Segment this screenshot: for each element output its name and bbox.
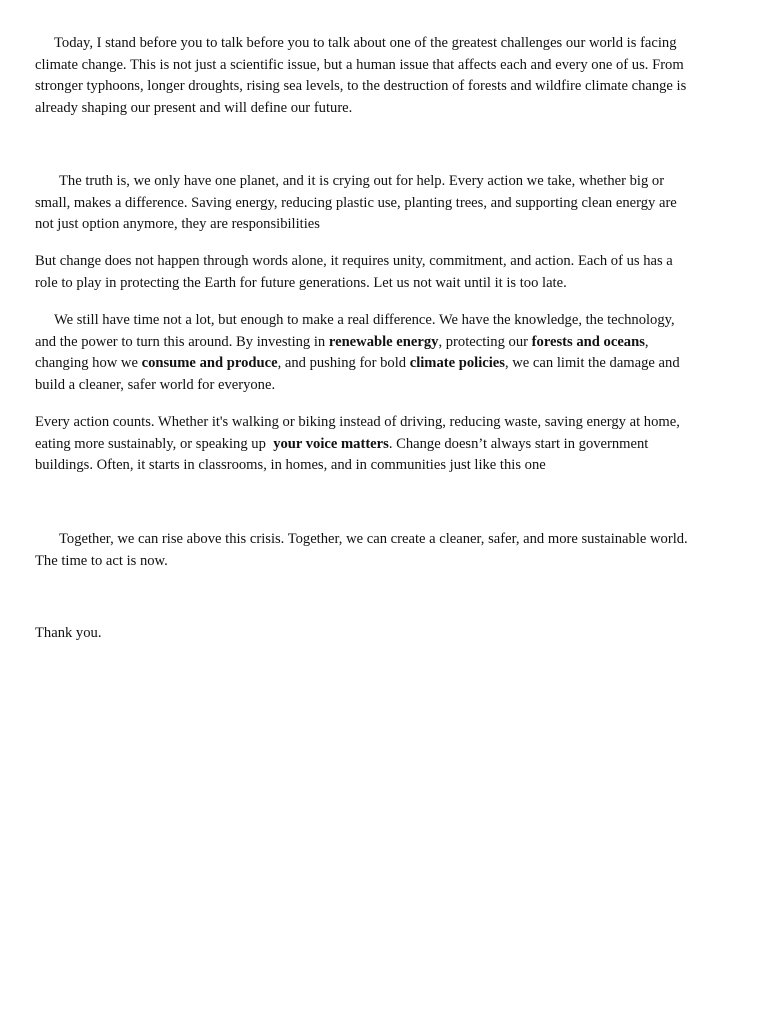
text-run: eating more sustainably, or speaking up <box>35 435 274 452</box>
text-line: Every action counts. Whether it's walking or biking instead of driving, reducing waste, saving energy at home, <box>35 414 680 430</box>
text-line: buildings. Often, it starts in classrooms, in homes, and in communities just like this one <box>35 457 546 474</box>
text-line: But change does not happen through words alone, it requires unity, commitment, and action. Each of us has a <box>35 253 673 269</box>
text-line <box>35 434 735 456</box>
text-line <box>35 332 735 354</box>
bold-phrase: climate policies <box>409 355 505 372</box>
paragraph-every-action <box>35 412 735 477</box>
text-run: , and pushing for bold <box>277 355 410 372</box>
text-line: Today, I stand before you to talk before you to talk about one of the greatest challenges our world is facing <box>54 35 677 51</box>
bold-phrase: renewable energy <box>328 333 439 350</box>
text-run: and the power to turn this around. By investing in <box>35 333 329 350</box>
text-line: build a cleaner, safer world for everyone. <box>35 377 276 394</box>
paragraph-unity <box>35 251 735 294</box>
closing-line: Thank you. <box>35 625 102 641</box>
paragraph-one-planet <box>35 171 735 236</box>
text-line: The truth is, we only have one planet, and it is crying out for help. Every action we take, whether big or <box>59 173 665 189</box>
bold-phrase: forests and oceans <box>531 333 645 350</box>
text-line: role to play in protecting the Earth for future generations. Let us not wait until it is too late. <box>35 274 567 291</box>
text-line: not just option anymore, they are responsibilities <box>35 216 320 233</box>
text-line: The time to act is now. <box>35 552 168 569</box>
bold-phrase: your voice matters <box>273 435 389 452</box>
text-run: . Change doesn’t always start in government <box>388 435 649 452</box>
text-line: already shaping our present and will define our future. <box>35 100 353 117</box>
text-line: stronger typhoons, longer droughts, rising sea levels, to the destruction of forests and wildfire climate change is <box>35 78 687 95</box>
text-run: , protecting our <box>438 333 532 350</box>
text-line: We still have time not a lot, but enough to make a real difference. We have the knowledge, the technology, <box>54 312 675 328</box>
paragraph-opening <box>35 33 735 120</box>
text-run: , <box>644 333 649 350</box>
text-run: , we can limit the damage and <box>504 355 680 372</box>
text-line: small, makes a difference. Saving energy, reducing plastic use, planting trees, and supporting clean energy are <box>35 194 677 211</box>
paragraph-still-time <box>35 310 735 397</box>
paragraph-closing <box>35 623 735 645</box>
text-line <box>35 353 735 375</box>
text-line: Together, we can rise above this crisis. Together, we can create a cleaner, safer, and more sustainable world. <box>59 531 688 547</box>
paragraph-together <box>35 529 735 572</box>
text-run: changing how we <box>35 355 142 372</box>
text-line: climate change. This is not just a scientific issue, but a human issue that affects each and every one of us. From <box>35 56 684 73</box>
bold-phrase: consume and produce <box>141 355 278 372</box>
